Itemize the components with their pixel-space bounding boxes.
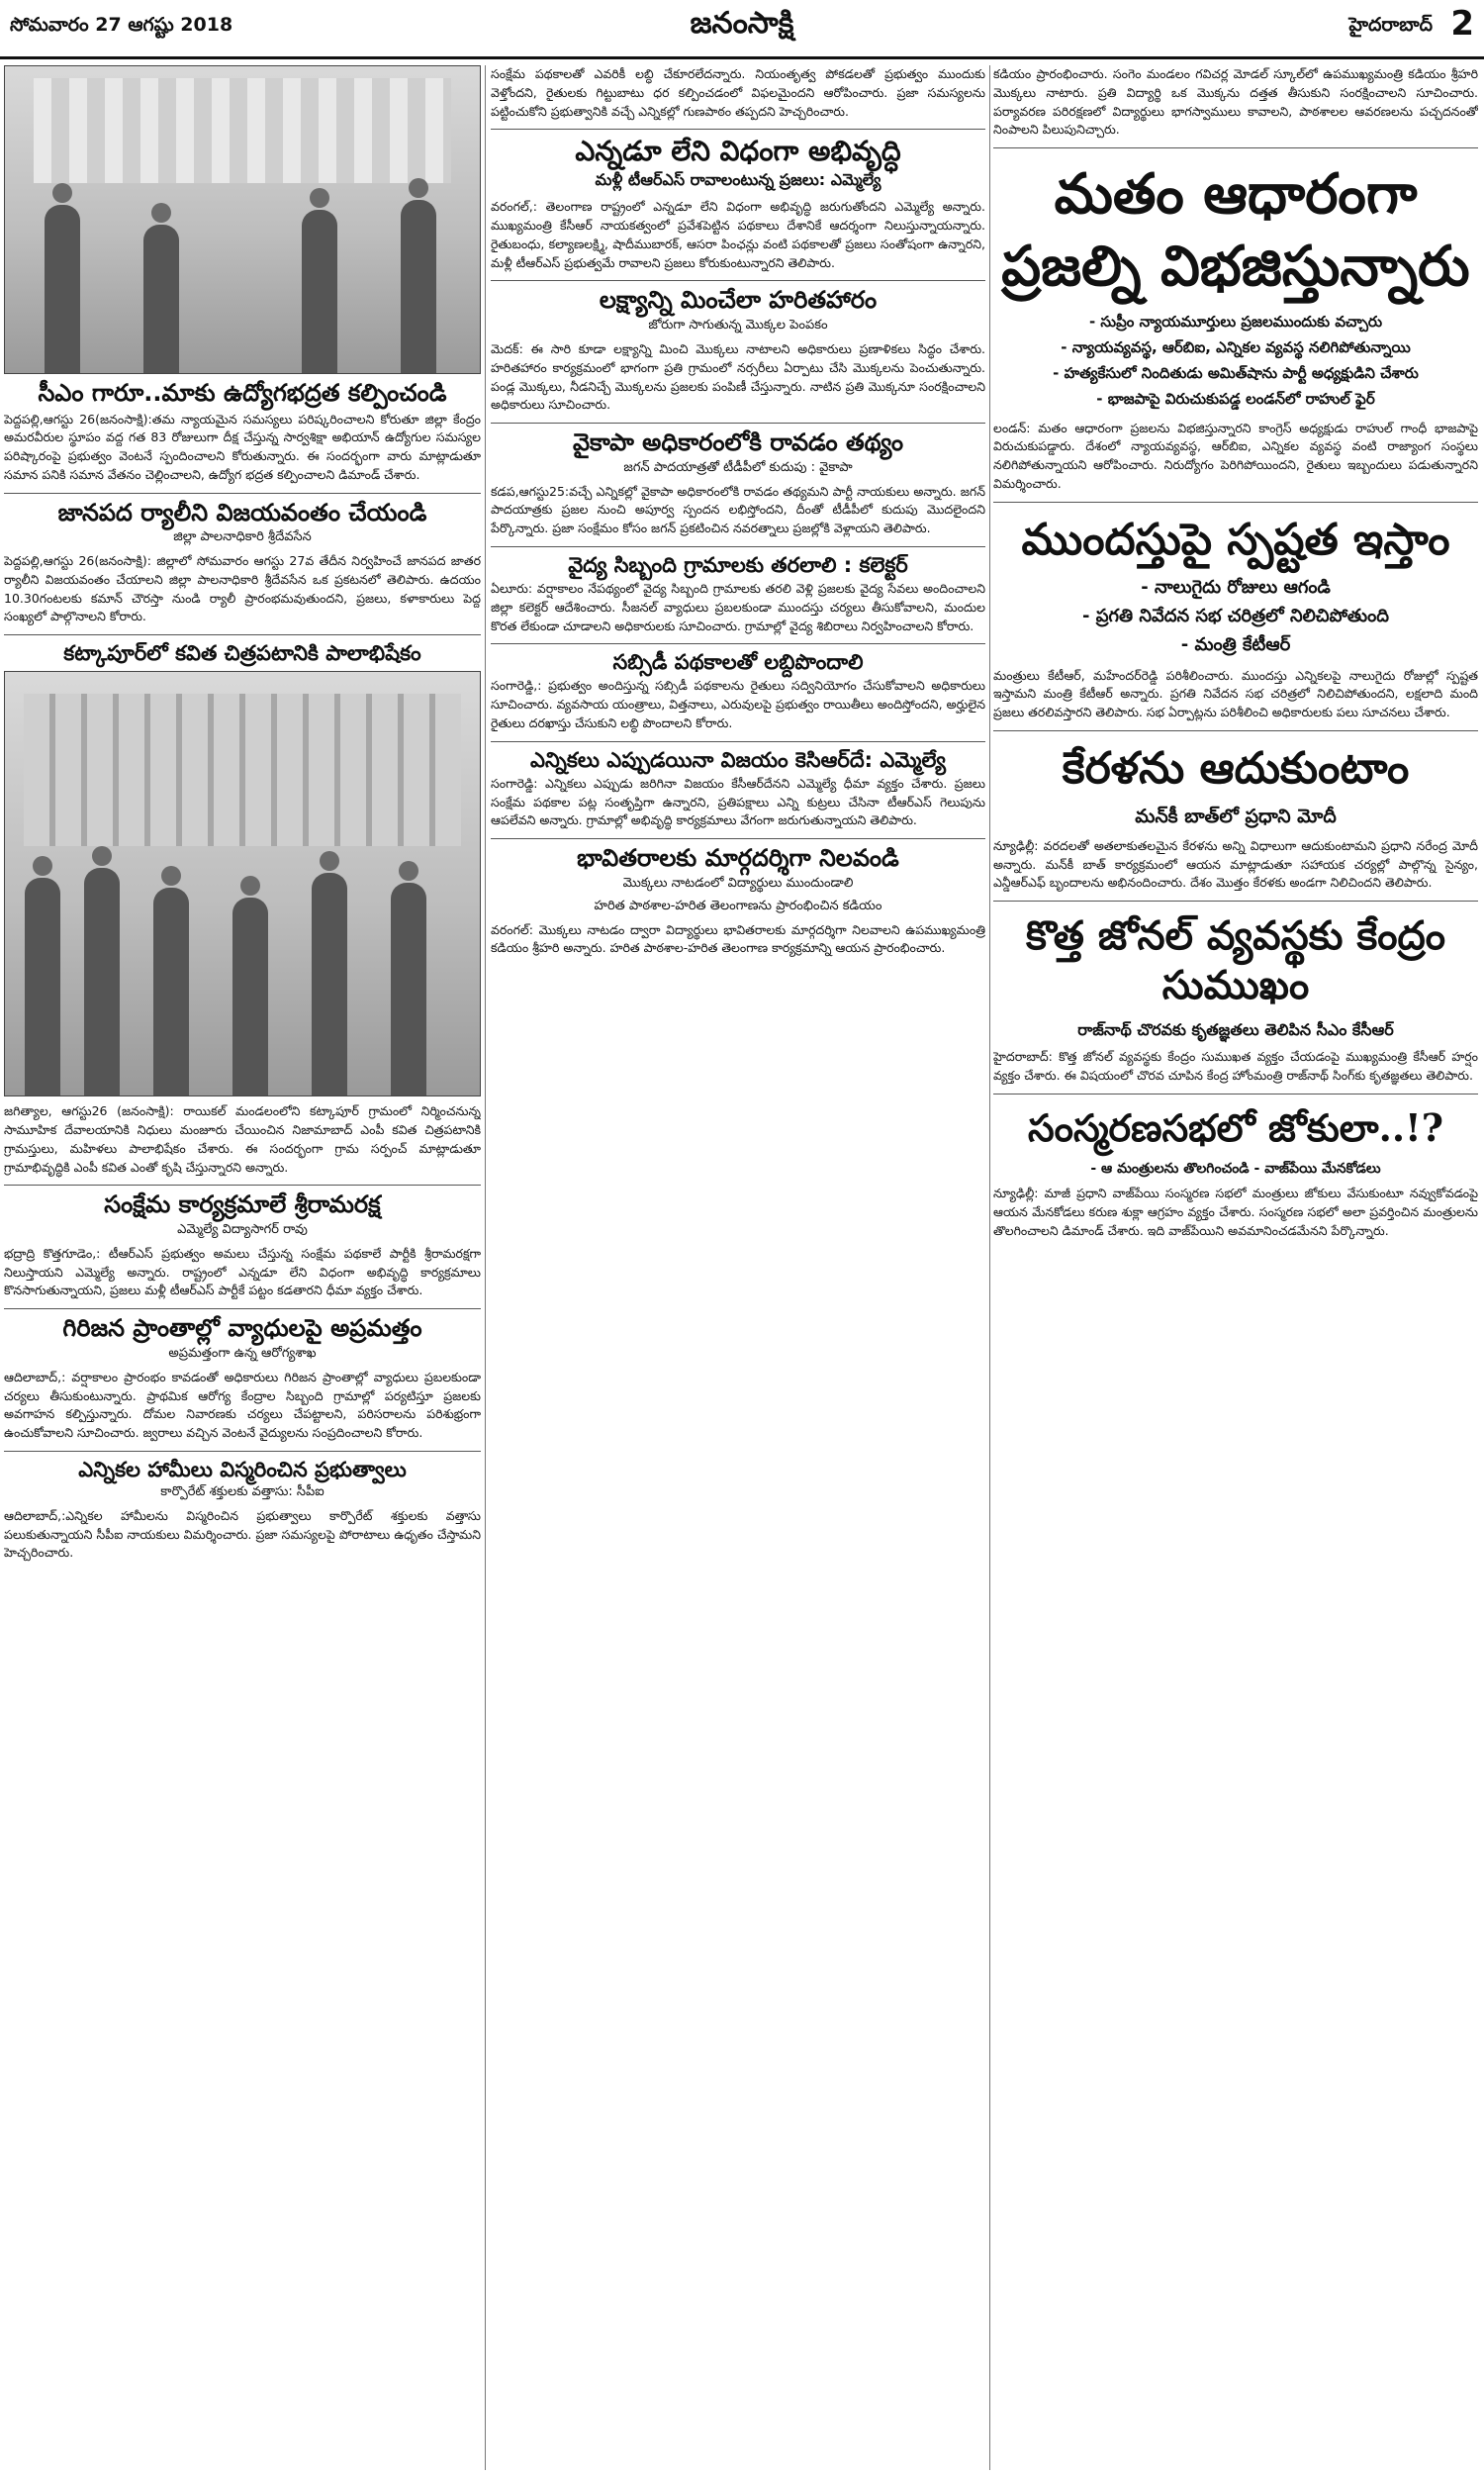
divider — [993, 730, 1478, 731]
banner-protest-photo — [4, 65, 481, 374]
photo-person — [45, 205, 80, 373]
divider — [491, 423, 985, 424]
bullet-item: - హత్యకేసులో నిందితుడు అమిత్‌షాను పార్టీ అధ్యక్షుడిని చేశారు — [1053, 363, 1419, 382]
photo-building — [24, 694, 461, 846]
photo-banner — [34, 78, 451, 182]
article-subhead: మన్‌కీ బాత్‌లో ప్రధాని మోదీ — [1135, 805, 1337, 827]
divider — [491, 741, 985, 742]
lead-headline: మతం ఆధారంగా ప్రజల్ని విభజిస్తున్నారు — [1001, 161, 1470, 299]
article-subhead: రాజ్‌నాథ్ చొరవకు కృతజ్ఞతలు తెలిపిన సీఎం కేసీఆర్ — [1077, 1020, 1394, 1040]
article-body: లండన్: మతం ఆధారంగా ప్రజలను విభజిస్తున్నారని కాంగ్రెస్ అధ్యక్షుడు రాహుల్ గాంధీ భాజపాపై విరుచుకుపడ్డారు. దేశంలో న్యాయవ్యవస్థ, ఆర్‌బిఐ, ఎన్నికల వ్యవస్థ వంటి రాజ్యాంగ సంస్థలు నలిగిపోతున్నాయని ఆరోపించారు. నిరుద్యోగం పెరిగిపోయిందని, రైతులు ఇబ్బందులు పడుతున్నారని విమర్శించారు. — [993, 420, 1478, 491]
article-body: ఆదిలాబాద్,: వర్షాకాలం ప్రారంభం కావడంతో అధికారులు గిరిజన ప్రాంతాల్లో వ్యాధులు ప్రబలకుండా చర్యలు తీసుకుంటున్నారు. ప్రాథమిక ఆరోగ్య కేంద్రాల సిబ్బంది గ్రామాల్లో పర్యటిస్తూ ప్రజలకు అవగాహన కల్పిస్తున్నారు. దోమల నివారణకు చర్యలు చేపట్టాలని, పరిసరాలను పరిశుభ్రంగా ఉంచుకోవాలని సూచించారు. జ్వరాలు వచ్చిన వెంటనే వైద్యులను సంప్రదించాలని కోరారు. — [4, 1369, 481, 1441]
bullet-item: - సుప్రీం న్యాయమూర్తులు ప్రజలముందుకు వచ్చారు — [1088, 312, 1383, 331]
article-subhead: జిల్లా పాలనాధికారి శ్రీదేవసేన — [173, 529, 312, 545]
headline-bullets — [993, 313, 1478, 412]
article-body: హైదరాబాద్: కొత్త జోనల్ వ్యవస్థకు కేంద్రం సుముఖత వ్యక్తం చేయడంపై ముఖ్యమంత్రి కేసీఆర్ హర్షం వ్యక్తం చేశారు. ఈ విషయంలో చొరవ చూపిన కేంద్ర హోంమంత్రి రాజ్‌నాథ్ సింగ్‌కు కృతజ్ఞతలు తెలిపారు. — [993, 1049, 1478, 1083]
article-subhead: ఎమ్మెల్యే విద్యాసాగర్ రావు — [177, 1221, 308, 1237]
article-headline: గిరిజన ప్రాంతాల్లో వ్యాధులపై అప్రమత్తం — [62, 1314, 422, 1343]
column-divider — [485, 65, 486, 2470]
bullet-item: - నాలుగైదు రోజులు ఆగండి — [1141, 576, 1331, 598]
column-right — [993, 65, 1478, 2470]
divider — [4, 1185, 481, 1186]
photo-person — [25, 878, 60, 1095]
article-subhead: - ఆ మంత్రులను తొలగించండి - వాజ్‌పేయి మేనకోడలు — [1090, 1161, 1381, 1178]
photo-person — [302, 210, 337, 373]
divider — [4, 1451, 481, 1452]
article-headline: ఎన్నికల హామీలు విస్మరించిన ప్రభుత్వాలు — [78, 1457, 407, 1481]
article-headline: సీఎం గారూ..మాకు ఉద్యోగభద్రత కల్పించండి — [38, 379, 447, 407]
bullet-item: - మంత్రి కేటీఆర్ — [1180, 633, 1291, 655]
headline-bullets — [993, 577, 1478, 659]
article-headline: కట్కాపూర్‌లో కవిత చిత్రపటానికి పాలాభిషేకం — [63, 641, 421, 666]
article-body: వరంగల్: మొక్కలు నాటడం ద్వారా విద్యార్థులు భావితరాలకు మార్గదర్శిగా నిలవాలని ఉపముఖ్యమంత్రి కడియం శ్రీహరి అన్నారు. హరిత పాఠశాల-హరిత తెలంగాణ కార్యక్రమాన్ని ఆయన ప్రారంభించారు. — [491, 921, 985, 956]
photo-person — [401, 200, 436, 373]
article-headline: వైకాపా అధికారంలోకి రావడం తథ్యం — [572, 428, 904, 457]
article-headline: కొత్త జోనల్ వ్యవస్థకు కేంద్రం సుముఖం — [1025, 912, 1446, 1009]
article-headline: లక్ష్యాన్ని మించేలా హరితహారం — [599, 286, 878, 315]
article-subhead: కార్పొరేట్ శక్తులకు వత్తాసు: సీపీఐ — [160, 1483, 325, 1499]
article-headline: సంస్మరణసభలో జోకులా..!? — [1028, 1104, 1443, 1150]
bullet-item: - న్యాయవ్యవస్థ, ఆర్‌బిఐ, ఎన్నికల వ్యవస్థ నలిగిపోతున్నాయి — [1061, 337, 1411, 356]
article-headline: వైద్య సిబ్బంది గ్రామాలకు తరలాలి : కలెక్టర్ — [568, 552, 908, 577]
article-headline: ఎన్నికలు ఎప్పుడయినా విజయం కెసిఆర్‌దే: ఎమ్మెల్యే — [530, 747, 946, 772]
article-subhead: మొక్కలు నాటడంలో విద్యార్థులు ముందుండాలి — [622, 875, 854, 891]
divider — [993, 1094, 1478, 1095]
page-number: 2 — [1450, 4, 1474, 44]
photo-person — [232, 898, 268, 1095]
photo-person — [84, 868, 120, 1095]
article-headline: ముందస్తుపై స్పష్టత ఇస్తాం — [1021, 514, 1450, 565]
article-body: వరంగల్,: తెలంగాణ రాష్ట్రంలో ఎన్నడూ లేని విధంగా అభివృద్ధి జరుగుతోందని ఎమ్మెల్యే అన్నారు. ముఖ్యమంత్రి కేసీఆర్ నాయకత్వంలో ప్రవేశపెట్టిన పథకాలు దేశానికే ఆదర్శంగా నిలుస్తున్నాయన్నారు. రైతుబంధు, కల్యాణలక్ష్మి, షాదీముబారక్, ఆసరా పింఛన్లు వంటి పథకాలతో ప్రజలు సంతోషంగా ఉన్నారని, మళ్లీ టీఆర్ఎస్ ప్రభుత్వమే రావాలని ప్రజలు కోరుకుంటున్నారని తెలిపారు. — [491, 199, 985, 270]
article-body: న్యూఢిల్లీ: మాజీ ప్రధాని వాజ్‌పేయి సంస్మరణ సభలో మంత్రులు జోకులు వేసుకుంటూ నవ్వుకోవడంపై ఆయన మేనకోడలు కరుణ శుక్లా ఆగ్రహం వ్యక్తం చేశారు. సంస్మరణ సభలో అలా ప్రవర్తించిన మంత్రులను తొలగించాలని డిమాండ్ చేశారు. ఇది వాజ్‌పేయిని అవమానించడమేనని పేర్కొన్నారు. — [993, 1186, 1478, 1238]
divider — [491, 643, 985, 644]
bullet-item: - ప్రగతి నివేదన సభ చరిత్రలో నిలిచిపోతుంది — [1082, 605, 1389, 626]
divider — [491, 838, 985, 839]
bullet-item: - భాజపాపై విరుచుకుపడ్డ లండన్‌లో రాహుల్ ఫైర్ — [1096, 389, 1375, 408]
divider — [993, 147, 1478, 148]
column-divider — [989, 65, 990, 2470]
divider — [491, 129, 985, 130]
article-subhead-secondary: హరిత పాఠశాల-హరిత తెలంగాణను ప్రారంభించిన కడియం — [594, 898, 882, 913]
village-ceremony-photo — [4, 671, 481, 1096]
photo-person — [391, 883, 426, 1095]
article-body: న్యూఢిల్లీ: వరదలతో అతలాకుతలమైన కేరళను అన్ని విధాలుగా ఆదుకుంటామని ప్రధాని నరేంద్ర మోదీ అన్నారు. మన్‌కీ బాత్ కార్యక్రమంలో ఆయన మాట్లాడుతూ సహాయక చర్యల్లో పాల్గొన్న సైన్యం, ఎన్డీఆర్ఎఫ్ బృందాలను అభినందించారు. దేశం మొత్తం కేరళకు అండగా నిలిచిందని తెలిపారు. — [993, 837, 1478, 891]
article-body: ఆదిలాబాద్,:ఎన్నికల హామీలను విస్మరించిన ప్రభుత్వాలు కార్పొరేట్ శక్తులకు వత్తాసు పలుకుతున్నాయని సీపీఐ నాయకులు విమర్శించారు. ప్రజా సమస్యలపై పోరాటాలు ఉధృతం చేస్తామని హెచ్చరించారు. — [4, 1507, 481, 1561]
issue-date: సోమవారం 27 ఆగష్టు 2018 — [10, 14, 233, 36]
edition-city: హైదరాబాద్ — [1348, 14, 1433, 36]
article-headline: కేరళను ఆదుకుంటాం — [1062, 742, 1410, 794]
divider — [491, 546, 985, 547]
article-subhead: అప్రమత్తంగా ఉన్న ఆరోగ్యశాఖ — [168, 1345, 317, 1361]
article-body: కడియం ప్రారంభించారు. సంగెం మండలం గవిచర్ల మోడల్ స్కూల్‌లో ఉపముఖ్యమంత్రి కడియం శ్రీహరి మొక్కలు నాటారు. ప్రతి విద్యార్థి ఒక మొక్కను దత్తత తీసుకుని సంరక్షించాలని సూచించారు. పర్యావరణ పరిరక్షణలో విద్యార్థులు భాగస్వాములు కావాలని, పాఠశాలల ఆవరణలను పచ్చదనంతో నింపాలని పిలుపునిచ్చారు. — [993, 66, 1478, 138]
article-body: సంక్షేమ పథకాలతో ఎవరికీ లబ్ధి చేకూరలేదన్నారు. నియంతృత్వ పోకడలతో ప్రభుత్వం ముందుకు వెళ్తోందని, రైతులకు గిట్టుబాటు ధర కల్పించడంలో విఫలమైందని ఆరోపించారు. ప్రజా సమస్యలను పట్టించుకోని ప్రభుత్వానికి వచ్చే ఎన్నికల్లో గుణపాఠం తప్పదని హెచ్చరించారు. — [491, 66, 985, 119]
column-middle — [491, 65, 985, 2470]
article-body: పెద్దపల్లి,ఆగస్టు 26(జనంసాక్షి):తమ న్యాయమైన సమస్యలు పరిష్కరించాలని కోరుతూ జిల్లా కేంద్రం అమరవీరుల స్థూపం వద్ద గత 83 రోజులుగా దీక్ష చేస్తున్న సార్వశిక్షా అభియాన్ ఉద్యోగుల సమస్యల పరిష్కారంపై ప్రభుత్వం వెంటనే స్పందించాలని కోరుతున్నారు. ఈ సందర్భంగా వారు మాట్లాడుతూ సమాన పనికి సమాన వేతనం చెల్లించాలని, ఉద్యోగ భద్రత కల్పించాలని డిమాండ్ చేశారు. — [4, 411, 481, 482]
article-body: మెదక్: ఈ సారి కూడా లక్ష్యాన్ని మించి మొక్కలు నాటాలని అధికారులు ప్రణాళికలు సిద్ధం చేశారు. హరితహారం కార్యక్రమంలో భాగంగా ప్రతి గ్రామంలో నర్సరీలు ఏర్పాటు చేసి మొక్కలను పెంచుతున్నారు. పండ్ల మొక్కలు, నీడనిచ్చే మొక్కలను ప్రజలకు పంపిణీ చేస్తున్నారు. నాటిన ప్రతి మొక్కనూ సంరక్షించాలని అధికారులు సూచించారు. — [491, 341, 985, 413]
article-body: సంగారెడ్డి,: ప్రభుత్వం అందిస్తున్న సబ్సిడీ పథకాలను రైతులు సద్వినియోగం చేసుకోవాలని అధికారులు సూచించారు. వ్యవసాయ యంత్రాలు, విత్తనాలు, ఎరువులపై ప్రభుత్వం రాయితీలు అందిస్తోందని, అర్హులైన రైతులు దరఖాస్తు చేసుకుని లబ్ధి పొందాలని కోరారు. — [491, 678, 985, 730]
divider — [4, 493, 481, 494]
article-headline: భావితరాలకు మార్గదర్శిగా నిలవండి — [577, 844, 899, 873]
divider — [491, 280, 985, 281]
article-body: ఏలూరు: వర్షాకాలం నేపథ్యంలో వైద్య సిబ్బంది గ్రామాలకు తరలి వెళ్లి ప్రజలకు వైద్య సేవలు అందించాలని జిల్లా కలెక్టర్ ఆదేశించారు. సీజనల్ వ్యాధులు ప్రబలకుండా ముందస్తు చర్యలు తీసుకోవాలని, మందుల కొరత లేకుండా చూడాలని అధికారులకు సూచించారు. గ్రామాల్లో వైద్య శిబిరాలు నిర్వహించాలని కోరారు. — [491, 581, 985, 633]
divider — [993, 901, 1478, 902]
article-body: మంత్రులు కేటీఆర్, మహేందర్‌రెడ్డి పరిశీలించారు. ముందస్తు ఎన్నికలపై నాలుగైదు రోజుల్లో స్పష్టత ఇస్తామని మంత్రి కేటీఆర్ అన్నారు. ప్రగతి నివేదన సభ చరిత్రలో నిలిచిపోతుందని, లక్షలాది మంది ప్రజలు తరలివస్తారని తెలిపారు. సభ ఏర్పాట్లను పరిశీలించి అధికారులకు పలు సూచనలు చేశారు. — [993, 667, 1478, 720]
column-left — [4, 65, 481, 2470]
article-subhead: జగన్ పాదయాత్రతో టీడీపీలో కుదుపు : వైకాపా — [623, 459, 853, 475]
divider — [993, 502, 1478, 503]
article-headline: సబ్సిడీ పథకాలతో లబ్దిపొందాలి — [612, 650, 864, 675]
newspaper-name: జనంసాక్షి — [690, 6, 794, 41]
article-headline: ఎన్నడూ లేని విధంగా అభివృద్ధి — [575, 135, 901, 168]
photo-person — [153, 888, 189, 1095]
article-body: జగిత్యాల, ఆగస్టు26 (జనంసాక్షి): రాయికల్ మండలంలోని కట్కాపూర్ గ్రామంలో నిర్మించనున్న సామూహిక దేవాలయానికి నిధులు మంజూరు చేయించిన నిజామాబాద్ ఎంపీ కవిత చిత్రపటానికి గ్రామస్తులు, మహిళలు పాలాభిషేకం చేశారు. ఈ సందర్భంగా గ్రామ సర్పంచ్ మాట్లాడుతూ గ్రామాభివృద్ధికి ఎంపీ కవిత ఎంతో కృషి చేస్తున్నారని అన్నారు. — [4, 1103, 481, 1175]
article-body: సంగారెడ్డి: ఎన్నికలు ఎప్పుడు జరిగినా విజయం కేసీఆర్‌దేనని ఎమ్మెల్యే ధీమా వ్యక్తం చేశారు. ప్రజలు సంక్షేమ పథకాల పట్ల సంతృప్తిగా ఉన్నారని, ప్రతిపక్షాలు ఎన్ని కుట్రలు చేసినా టీఆర్‌ఎస్ గెలుపును ఆపలేవని అన్నారు. గ్రామాల్లో అభివృద్ధి కార్యక్రమాలు వేగంగా జరుగుతున్నాయని తెలిపారు. — [491, 775, 985, 828]
article-body: కడప,ఆగస్టు25:వచ్చే ఎన్నికల్లో వైకాపా అధికారంలోకి రావడం తథ్యమని పార్టీ నాయకులు అన్నారు. జగన్ పాదయాత్రకు ప్రజల నుంచి అపూర్వ స్పందన లభిస్తోందని, దీంతో టీడీపీలో కుదుపు మొదలైందని పేర్కొన్నారు. ప్రజా సంక్షేమం కోసం జగన్ ప్రకటించిన నవరత్నాలు ప్రజల్లోకి వెళ్లాయని తెలిపారు. — [491, 483, 985, 536]
article-subhead: మళ్లీ టీఆర్ఎస్ రావాలంటున్న ప్రజలు: ఎమ్మెల్యే — [595, 170, 881, 190]
article-headline: జానపద ర్యాలీని విజయవంతం చేయండి — [57, 498, 427, 526]
photo-person — [312, 873, 347, 1095]
article-subhead: జోరుగా సాగుతున్న మొక్కల పెంపకం — [648, 318, 828, 333]
divider — [4, 634, 481, 635]
photo-person — [143, 225, 179, 373]
article-headline: సంక్షేమ కార్యక్రమాలే శ్రీరామరక్ష — [104, 1190, 381, 1219]
masthead — [0, 0, 1484, 59]
article-body: పెద్దపల్లి,ఆగస్టు 26(జనంసాక్షి): జిల్లాలో సోమవారం ఆగస్టు 27వ తేదీన నిర్వహించే జానపద జాతర ర్యాలీని విజయవంతం చేయాలని జిల్లా పాలనాధికారి శ్రీదేవసేన ఒక ప్రకటనలో తెలిపారు. ఉదయం 10.30గంటలకు కమాన్ చౌరస్తా నుండి ర్యాలీ ప్రారంభమవుతుందని, ప్రజలు, కళాకారులు పెద్ద సంఖ్యలో పాల్గొనాలని కోరారు. — [4, 553, 481, 624]
article-body: భద్రాద్రి కొత్తగూడెం,: టీఆర్‌ఎస్ ప్రభుత్వం అమలు చేస్తున్న సంక్షేమ పథకాలే పార్టీకి శ్రీరామరక్షగా నిలుస్తాయని ఎమ్మెల్యే అన్నారు. రాష్ట్రంలో ఎన్నడూ లేని విధంగా అభివృద్ధి కార్యక్రమాలు కొనసాగుతున్నాయని, ప్రజలు మళ్లీ టీఆర్‌ఎస్ పార్టీకే పట్టం కడతారని ధీమా వ్యక్తం చేశారు. — [4, 1245, 481, 1298]
divider — [4, 1308, 481, 1309]
